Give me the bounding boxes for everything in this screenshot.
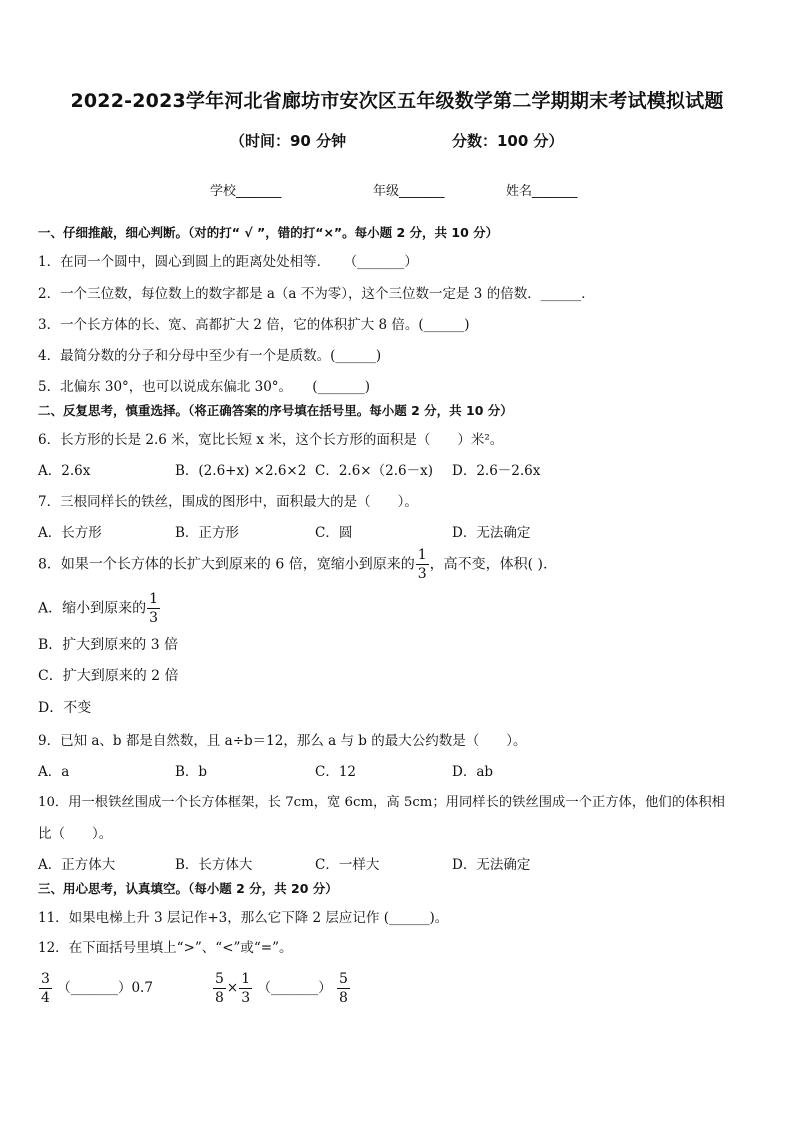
q7-option-d: D．无法确定: [452, 525, 531, 541]
q12-blank-1: （_______）0.7: [57, 980, 153, 996]
question-6: 6．长方形的长是 2.6 米，宽比长短 x 米，这个长方形的面积是（ ）米²。: [38, 432, 504, 448]
fraction-one-third: $\frac{1}{3}$: [241, 971, 251, 1006]
q12-blank-2: （_______）: [257, 980, 332, 996]
question-9: 9．已知 a、b 都是自然数，且 a÷b＝12，那么 a 与 b 的最大公约数是（ ）。: [38, 733, 527, 749]
school-field: 学校_______: [210, 184, 282, 199]
time-label: （时间：90 分钟: [230, 132, 347, 150]
q8-option-d: D．不变: [38, 700, 92, 716]
q6-option-c: C．2.6×（2.6－x): [315, 463, 433, 479]
question-1: 1．在同一个圆中，圆心到圆上的距离处处相等． （_______）: [38, 254, 418, 270]
question-3: 3．一个长方体的长、宽、高都扩大 2 倍，它的体积扩大 8 倍。(______): [38, 317, 470, 333]
fraction-one-third: $\frac{1}{3}$: [417, 547, 427, 582]
section-3-heading: 三、用心思考，认真填空。（每小题 2 分，共 20 分）: [38, 881, 338, 896]
q7-option-a: A．长方形: [38, 525, 102, 541]
q6-option-a: A．2.6x: [38, 463, 91, 479]
name-field: 姓名_______: [506, 184, 578, 199]
q7-option-c: C．圆: [315, 525, 353, 541]
fraction-five-eighths: $\frac{5}{8}$: [339, 971, 348, 1006]
q8-text-start: 8．如果一个长方体的长扩大到原来的 6 倍，宽缩小到原来的: [38, 556, 415, 573]
q7-option-b: B．正方形: [175, 525, 239, 541]
q8-option-c: C．扩大到原来的 2 倍: [38, 668, 179, 684]
q12-comparison-1: [38, 972, 153, 1005]
q9-option-a: A．a: [38, 764, 70, 780]
q6-option-b: B．(2.6+x) ×2.6×2: [175, 463, 307, 479]
q10-option-b: B．长方体大: [175, 857, 253, 873]
q10-option-c: C．一样大: [315, 857, 380, 873]
question-5: 5．北偏东 30°，也可以说成东偏北 30°。 (_______): [38, 379, 371, 395]
q10-option-a: A．正方体大: [38, 857, 116, 873]
grade-field: 年级_______: [373, 184, 445, 199]
score-label: 分数：100 分）: [452, 132, 564, 150]
question-10-line-2: 比（ ）。: [38, 826, 113, 842]
q6-option-d: D．2.6－2.6x: [452, 463, 541, 479]
section-1-heading: 一、仔细推敲，细心判断。（对的打“ √ ”，错的打“×”。每小题 2 分，共 10 分）: [38, 225, 499, 240]
q9-option-d: D．ab: [452, 764, 494, 780]
exam-title: 2022-2023学年河北省廊坊市安次区五年级数学第二学期期末考试模拟试题: [70, 90, 724, 112]
q8-text-end: ，高不变，体积( ).: [429, 556, 548, 573]
fraction-five-eighths: $\frac{5}{8}$: [215, 971, 224, 1006]
question-7: 7．三根同样长的铁丝，围成的图形中，面积最大的是（ ）。: [38, 494, 418, 510]
question-12: 12．在下面括号里填上“>”、“<”或“=”。: [38, 940, 293, 956]
question-8: [38, 548, 547, 581]
question-11: 11．如果电梯上升 3 层记作+3，那么它下降 2 层应记作 (______)。: [38, 910, 449, 926]
q9-option-b: B．b: [175, 764, 208, 780]
fraction-one-third: $\frac{1}{3}$: [149, 591, 159, 626]
section-2-heading: 二、反复思考，慎重选择。（将正确答案的序号填在括号里。每小题 2 分，共 10 分）: [38, 403, 513, 418]
question-4: 4．最简分数的分子和分母中至少有一个是质数。(______): [38, 348, 382, 364]
times-sign: ×: [226, 980, 239, 996]
q8-option-a: A．缩小到原来的 $\frac{1}{3}$: [38, 591, 159, 626]
q9-option-c: C．12: [315, 764, 357, 780]
q8-option-b: B．扩大到原来的 3 倍: [38, 637, 179, 653]
question-2: 2．一个三位数，每位数上的数字都是 a（a 不为零），这个三位数一定是 3 的倍数．______．: [38, 286, 595, 302]
q10-option-d: D．无法确定: [452, 857, 531, 873]
q12-comparison-2: [212, 972, 351, 1005]
question-10-line-1: 10．用一根铁丝围成一个长方体框架，长 7cm，宽 6cm，高 5cm；用同样长的铁丝围成一个正方体，他们的体积相: [38, 795, 725, 810]
fraction-three-quarters: $\frac{3}{4}$: [41, 971, 50, 1006]
